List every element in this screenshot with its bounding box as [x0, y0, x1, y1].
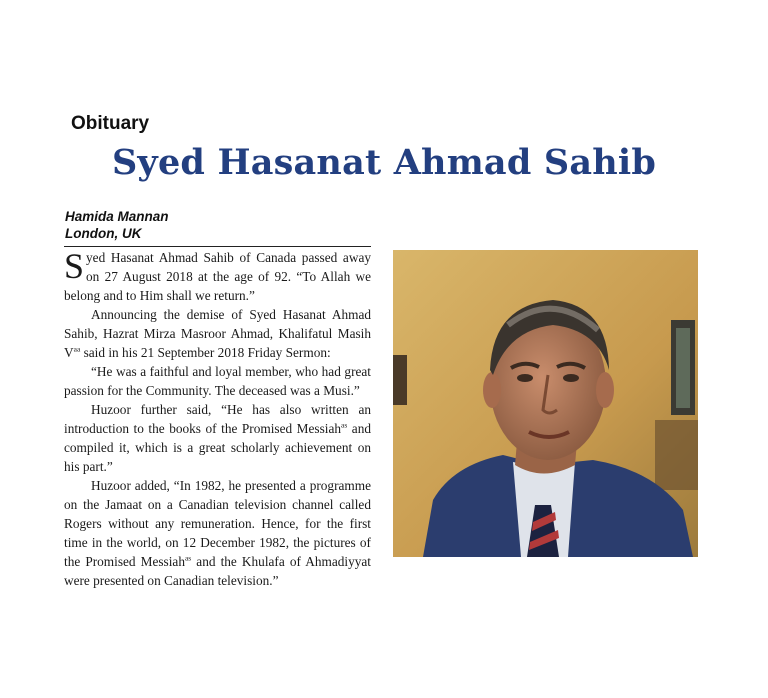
honorific-sup: as [184, 553, 192, 563]
paragraph-2 [64, 305, 371, 362]
paragraph-4 [64, 400, 371, 476]
paragraph-2-text-b: said in his 21 September 2018 Friday Sermon: [80, 345, 331, 360]
article-body [64, 248, 371, 590]
author-location: London, UK [65, 226, 142, 241]
portrait-illustration [393, 250, 698, 557]
drop-cap: S [64, 246, 85, 286]
byline-rule [64, 246, 371, 247]
paragraph-5-text-b: and the Khulafa of Ahmadiyyat were presented on Canadian television.” [64, 554, 371, 588]
portrait-photo [393, 250, 698, 557]
byline [65, 208, 169, 242]
paragraph-3: “He was a faithful and loyal member, who had great passion for the Community. The deceased was a Musi.” [64, 364, 371, 398]
paragraph-4-text-b: and compiled it, which is a great scholarly achievement on his part.” [64, 421, 371, 474]
author-name: Hamida Mannan [65, 209, 169, 224]
paragraph-5-text-a: Huzoor added, “In 1982, he presented a programme on the Jamaat on a Canadian television channel called Rogers without any remuneration. Hence, for the first time in the world, on 12 December 1982, the pictures of the Promised Messiah [64, 478, 371, 569]
honorific-sup: aa [73, 344, 81, 354]
paragraph-1-text: yed Hasanat Ahmad Sahib of Canada passed away on 27 August 2018 at the age of 92. “To Allah we belong and to Him shall we return.” [64, 250, 371, 303]
paragraph-2-text-a: Announcing the demise of Syed Hasanat Ahmad Sahib, Hazrat Mirza Masroor Ahmad, Khalifatul Masih V [64, 307, 371, 360]
section-label: Obituary [71, 113, 150, 134]
honorific-sup: as [341, 420, 348, 430]
paragraph-4-text-a: Huzoor further said, “He has also written an introduction to the books of the Promised Messiah [64, 402, 371, 436]
paragraph-1 [64, 248, 371, 305]
paragraph-5 [64, 476, 371, 590]
headline: Syed Hasanat Ahmad Sahib [111, 142, 657, 183]
